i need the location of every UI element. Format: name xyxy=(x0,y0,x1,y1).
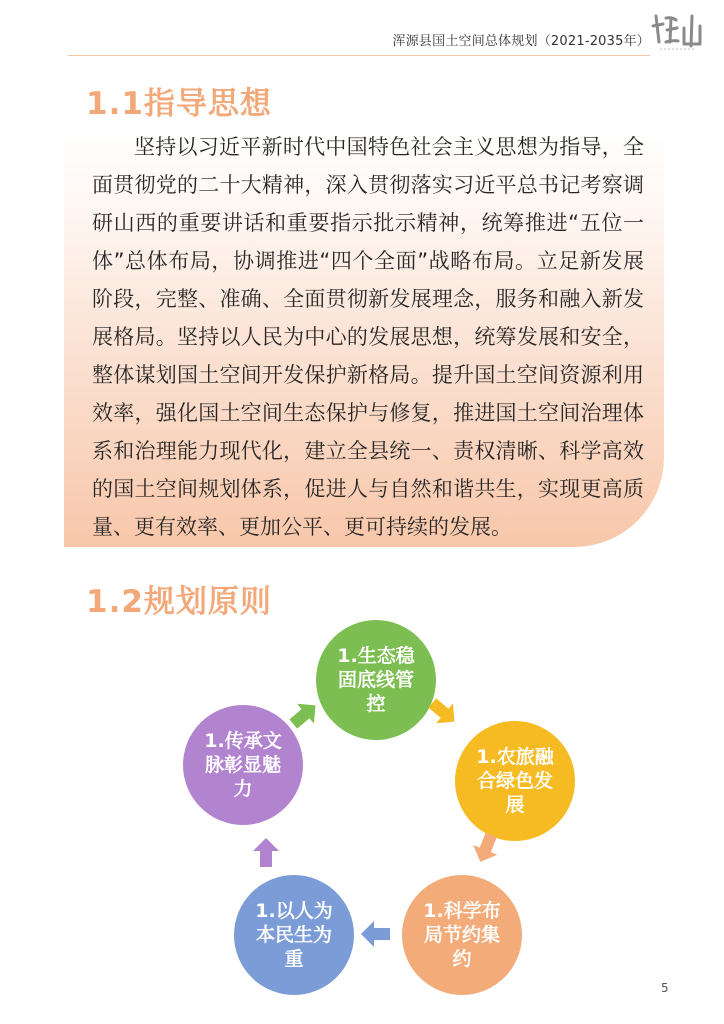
principle-circle-agritourism xyxy=(455,721,575,841)
cycle-arrow-icon xyxy=(356,914,396,954)
header-divider xyxy=(68,55,650,56)
section-heading-planning-principles: 1.2规划原则 xyxy=(86,584,272,620)
principle-circle-intensive-layout xyxy=(402,875,522,995)
principle-label: 1.以人为本民生为重 xyxy=(255,900,333,970)
principle-circle-ecology xyxy=(316,620,436,740)
hengshan-calligraphy-logo xyxy=(650,8,706,54)
principle-label: 1.传承文脉彰显魅力 xyxy=(204,730,282,800)
cycle-arrow-icon xyxy=(466,828,506,868)
principle-label: 1.科学布局节约集约 xyxy=(423,900,501,970)
section-heading-guiding-ideology: 1.1指导思想 xyxy=(86,86,272,122)
cycle-arrow-icon xyxy=(246,833,286,873)
cycle-arrow-icon xyxy=(284,695,324,735)
principle-circle-people-oriented xyxy=(234,875,354,995)
document-title: 浑源县国土空间总体规划（2021-2035年） xyxy=(392,34,650,49)
guiding-ideology-paragraph: 坚持以习近平新时代中国特色社会主义思想为指导，全面贯彻党的二十大精神，深入贯彻落实习近平总书记考察调研山西的重要讲话和重要指示批示精神，统筹推进“五位一体”总体布局，协调推进“四个全面”战略布局。立足新发展阶段，完整、准确、全面贯彻新发展理念，服务和融入新发展格局。坚持以人民为中心的发展思想，统筹发展和安全，整体谋划国土空间开发保护新格局。提升国土空间资源利用效率，强化国土空间生态保护与修复，推进国土空间治理体系和治理能力现代化，建立全县统一、责权清晰、科学高效的国土空间规划体系，促进人与自然和谐共生，实现更高质量、更有效率、更加公平、更可持续的发展。 xyxy=(92,135,644,539)
principle-label: 1.生态稳固底线管控 xyxy=(337,645,415,715)
page-header xyxy=(0,0,724,60)
page-number: 5 xyxy=(661,981,669,995)
cycle-arrow-icon xyxy=(423,692,463,732)
principle-label: 1.农旅融合绿色发展 xyxy=(476,746,554,816)
